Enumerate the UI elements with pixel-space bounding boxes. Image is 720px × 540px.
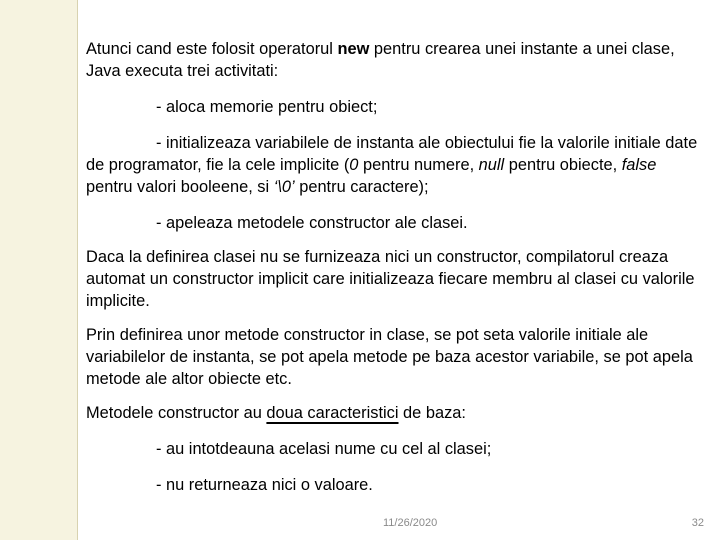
new-keyword: new [337,40,370,58]
left-decorative-band [0,0,78,540]
intro-paragraph: Atunci cand este folosit operatorul new pentru crearea unei instante a unei clase, Java executa trei activitati: [86,40,675,80]
activity-initialize: - initializeaza variabilele de instanta ale obiectului fie la valorile initiale date de programator, fie la cele implicite (0 pentru numere, null pentru obiecte, false pentru valori booleene, si ‘\0’ pentru caractere); [86,134,698,196]
slide-body [86,38,701,496]
paragraph-default-constructor: Daca la definirea clasei nu se furnizeaza nici un constructor, compilatorul creaza automat un constructor implicit care initializeaza fiecare membru al clasei cu valorile implicite. [86,248,695,310]
underlined-characteristics: doua caracteristici [266,404,399,422]
paragraph-constructor-usage: Prin definirea unor metode constructor in clase, se pot seta valorile initiale ale variabilelor de instanta, se pot apela metode pe baza acestor variabile, se pot apela metode ale altor obiecte etc. [86,326,693,388]
footer-date: 11/26/2020 [383,517,438,529]
activity-allocate: - aloca memorie pentru obiect; [156,98,378,116]
page-number: 32 [691,517,704,529]
activity-call-constructor: - apeleaza metodele constructor ale clasei. [156,214,468,232]
characteristic-no-return: - nu returneaza nici o valoare. [156,476,373,494]
paragraph-characteristics: Metodele constructor au doua caracteristici de baza: [86,404,466,422]
characteristic-same-name: - au intotdeauna acelasi nume cu cel al clasei; [156,440,492,458]
